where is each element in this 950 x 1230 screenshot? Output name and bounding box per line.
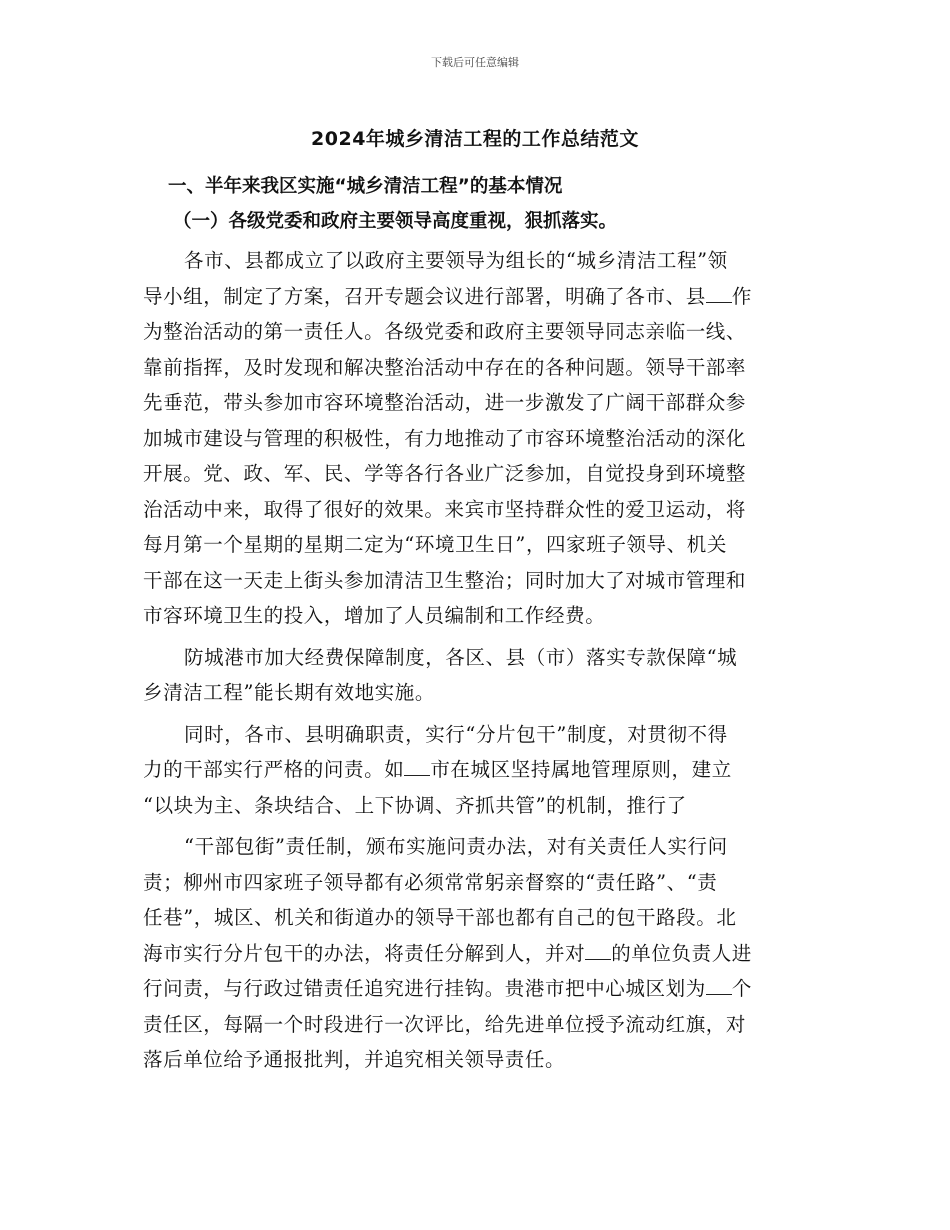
paragraph-line	[143, 936, 815, 972]
paragraph-line: 每月第一个星期的星期二定为“环境卫生日”，四家班子领导、机关	[143, 533, 727, 556]
paragraph-line: 加城市建设与管理的积极性，有力地推动了市容环境整治活动的深化	[143, 426, 747, 450]
paragraph-line: 各市、县都成立了以政府主要领导为组长的“城乡清洁工程”领	[184, 249, 728, 272]
paragraph-line: “以块为主、条块结合、上下协调、齐抓共管”的机制，推行了	[143, 793, 687, 817]
paragraph-line: 同时，各市、县明确职责，实行“分片包干”制度，对贯彻不得	[184, 722, 728, 746]
blank-underline	[706, 976, 732, 995]
text-span: 力的干部实行严格的问责。如	[143, 758, 405, 781]
paragraph-line: 市容环境卫生的投入，增加了人员编制和工作经费。	[143, 604, 606, 627]
paragraph-line: 治活动中来，取得了很好的效果。来宾市坚持群众性的爱卫运动，将	[143, 497, 747, 521]
text-span: 的单位负责人进	[611, 941, 752, 965]
text-span: 作	[731, 284, 752, 308]
text-span: 个	[731, 977, 752, 1000]
paragraph-line: 先垂范，带头参加市容环境整治活动，进一步激发了广阔干部群众参	[143, 391, 747, 414]
document-title: 2024年城乡清洁工程的工作总结范文	[311, 128, 639, 150]
blank-underline	[706, 284, 732, 303]
paragraph-line	[143, 752, 815, 788]
paragraph-line: 责；柳州市四家班子领导都有必须常常躬亲督察的“责任路”、“责	[143, 870, 718, 894]
paragraph-line: 防城港市加大经费保障制度，各区、县（市）落实专款保障“城	[184, 645, 738, 669]
paragraph-line: 靠前指挥，及时发现和解决整治活动中存在的各种问题。领导干部率	[143, 355, 747, 379]
text-span: 导小组，制定了方案，召开专题会议进行部署，明确了各市、县	[143, 284, 706, 308]
subsection-heading: （一）各级党委和政府主要领导高度重视，狠抓落实。	[173, 211, 618, 232]
paragraph-line: 为整治活动的第一责任人。各级党委和政府主要领导同志亲临一线、	[143, 320, 747, 343]
section-heading: 一、半年来我区实施“城乡清洁工程”的基本情况	[168, 176, 563, 197]
text-span: 海市实行分片包干的办法，将责任分解到人，并对	[143, 941, 586, 965]
paragraph-line: 开展。党、政、军、民、学等各行各业广泛参加，自觉投身到环境整	[143, 462, 747, 485]
page-header-note: 下载后可任意编辑	[431, 56, 519, 69]
paragraph-line: 责任区，每隔一个时段进行一次评比，给先进单位授予流动红旗，对	[143, 1012, 747, 1036]
document-body	[143, 243, 815, 1078]
paragraph-line: “干部包街”责任制，颁布实施问责办法，对有关责任人实行问	[184, 835, 728, 858]
blank-underline	[585, 941, 611, 960]
paragraph-line: 干部在这一天走上街头参加清洁卫生整治；同时加大了对城市管理和	[143, 568, 747, 592]
paragraph-line	[143, 971, 815, 1007]
paragraph-line: 落后单位给予通报批判，并追究相关领导责任。	[143, 1048, 566, 1071]
text-span: 行问责，与行政过错责任追究进行挂钩。贵港市把中心城区划为	[143, 977, 706, 1000]
blank-underline	[404, 757, 430, 776]
paragraph-line	[143, 279, 815, 315]
paragraph-line: 乡清洁工程”能长期有效地实施。	[143, 681, 435, 704]
text-span: 市在城区坚持属地管理原则，建立	[430, 758, 732, 781]
paragraph-line: 任巷”，城区、机关和街道办的领导干部也都有自己的包干路段。北	[143, 906, 737, 929]
